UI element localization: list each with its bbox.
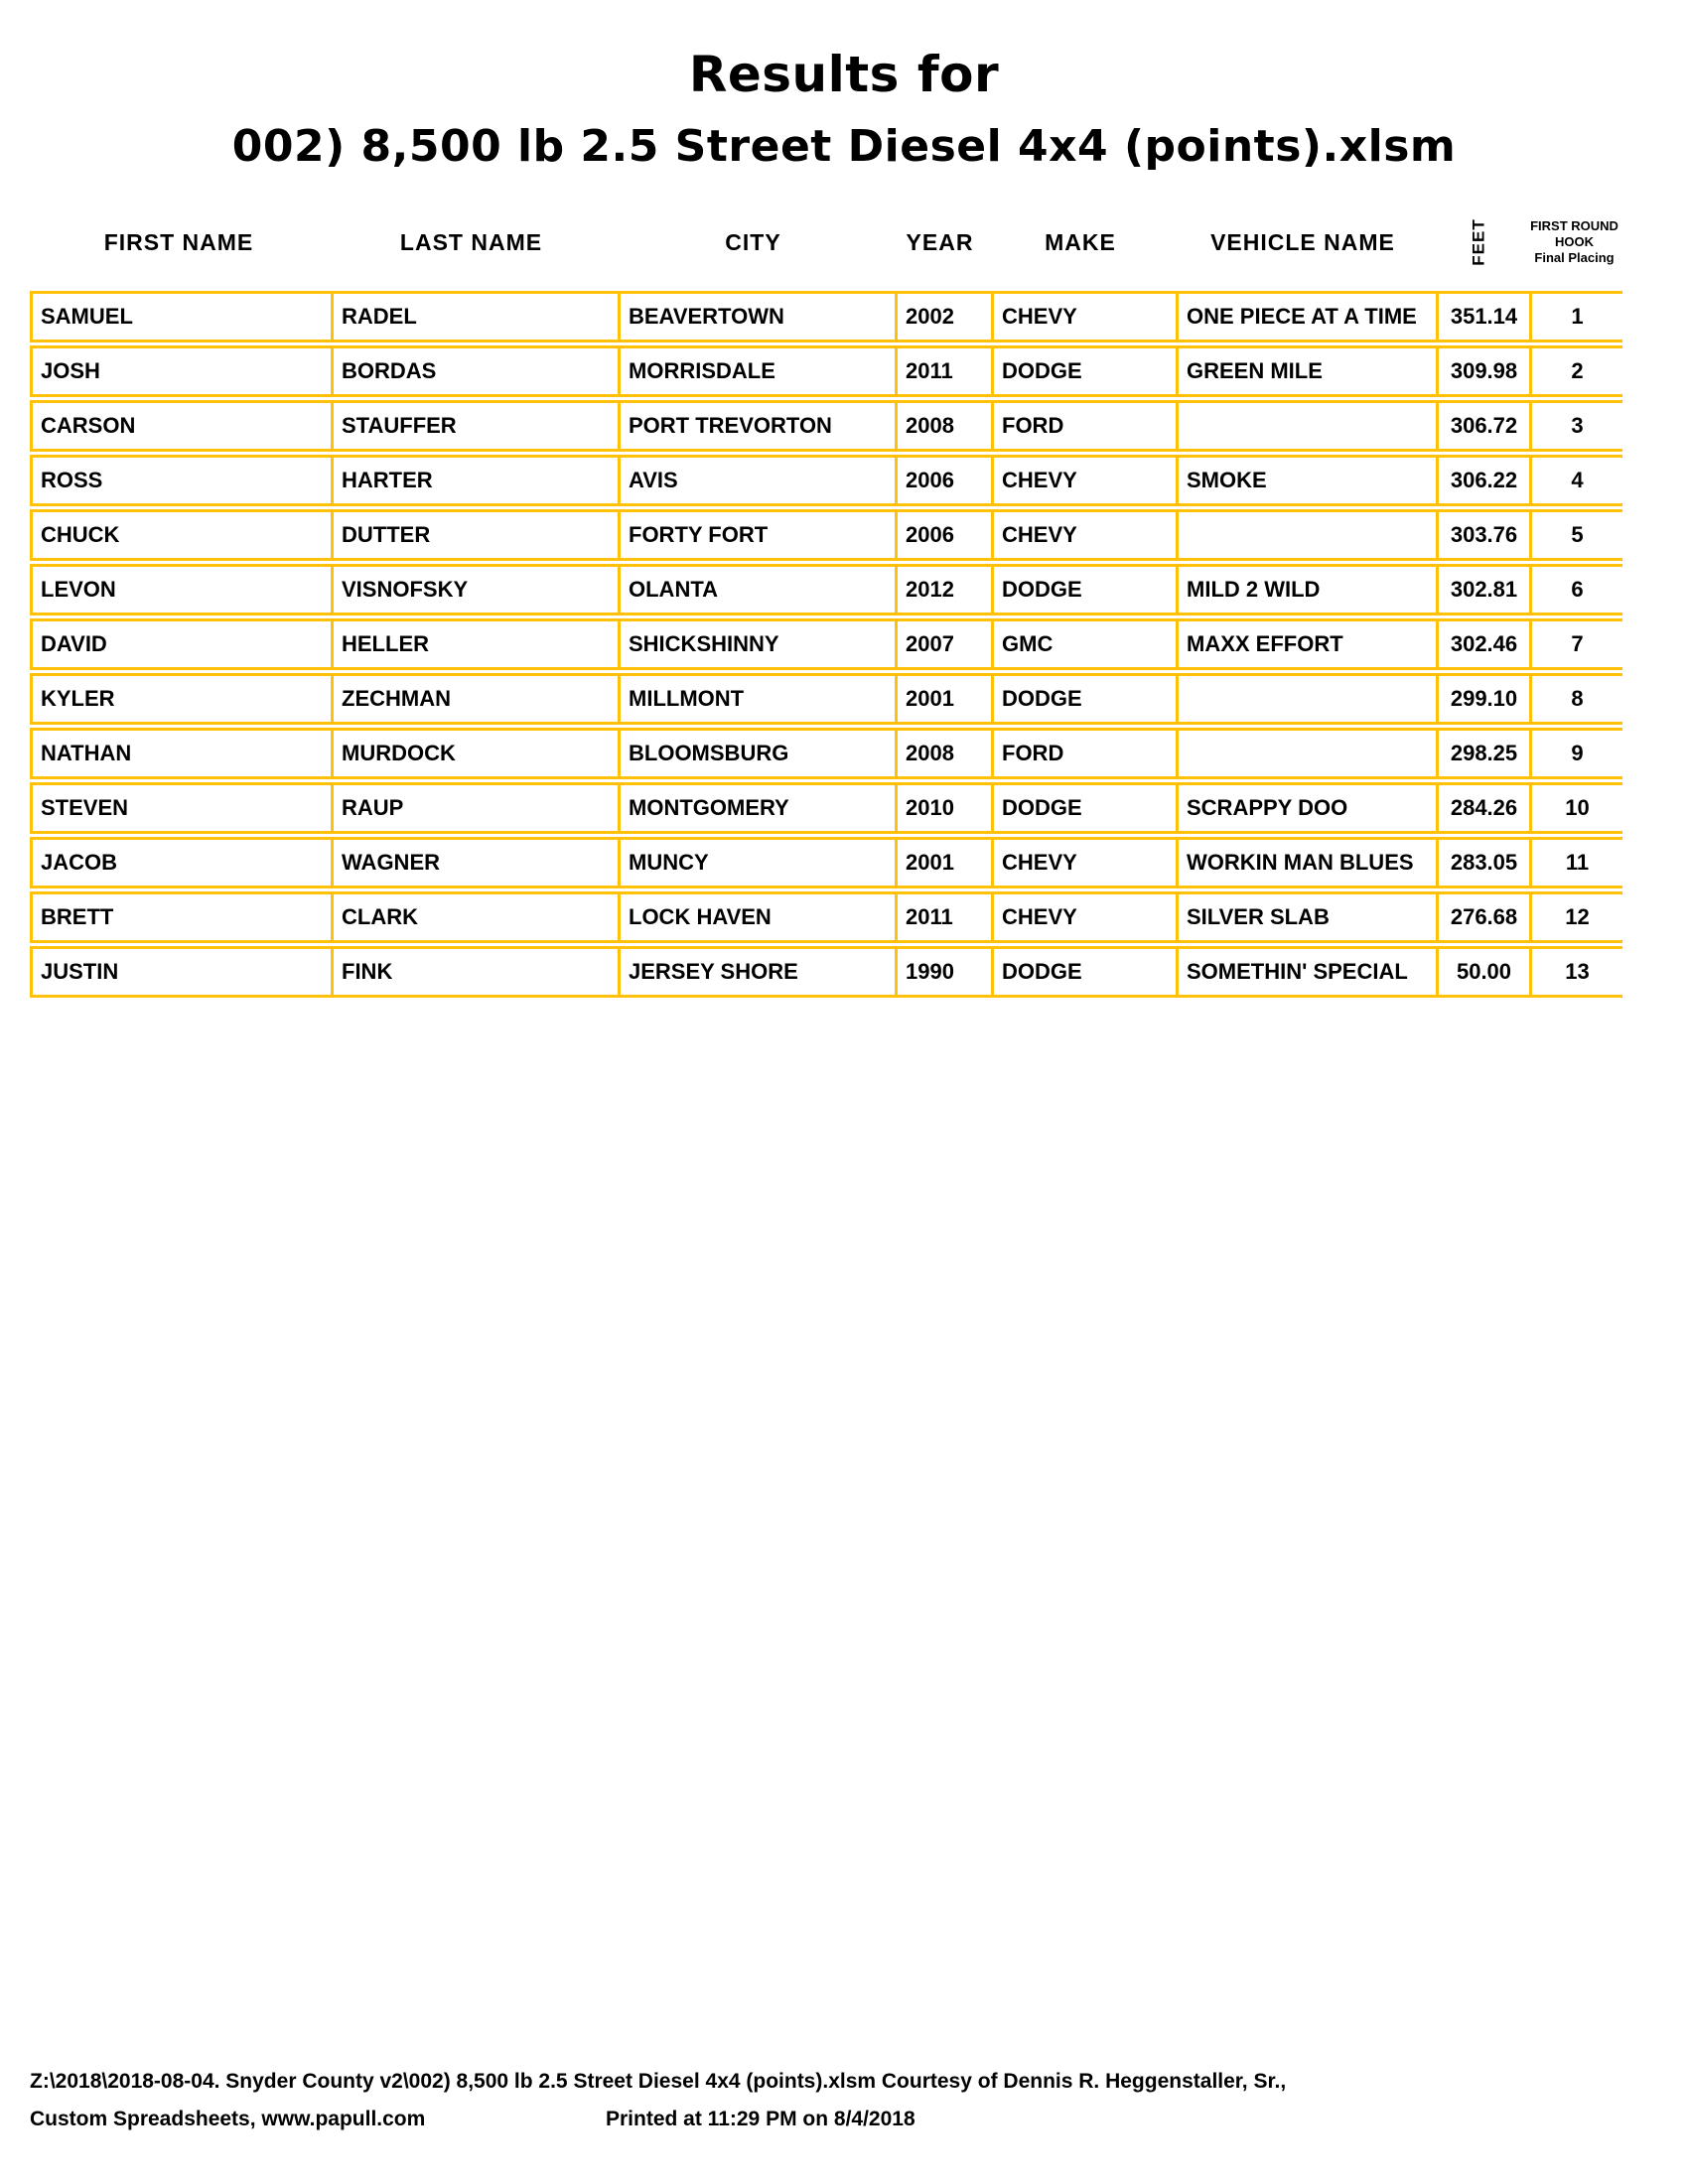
table-row — [30, 455, 1622, 506]
cell-feet: 302.46 — [1436, 621, 1529, 667]
cell-first-name: CARSON — [41, 413, 136, 438]
cell-vehicle-name: MAXX EFFORT — [1176, 621, 1436, 667]
cell-first-name: KYLER — [41, 686, 115, 711]
cell-year: 2011 — [895, 894, 991, 940]
cell-year: 2002 — [895, 294, 991, 340]
cell-make: GMC — [991, 621, 1176, 667]
cell-feet: 284.26 — [1436, 785, 1529, 831]
cell-feet: 283.05 — [1436, 840, 1529, 886]
cell-vehicle-name — [1176, 731, 1436, 776]
hook-header-line1: FIRST ROUND — [1530, 218, 1618, 233]
cell-last-name: HARTER — [331, 458, 618, 503]
cell-vehicle-name: ONE PIECE AT A TIME — [1176, 294, 1436, 340]
cell-feet: 351.14 — [1436, 294, 1529, 340]
column-header-year: YEAR — [906, 228, 974, 255]
table-row — [30, 345, 1622, 397]
cell-city: BEAVERTOWN — [618, 294, 895, 340]
footer-path-line: Z:\2018\2018-08-04. Snyder County v2\002) 8,500 lb 2.5 Street Diesel 4x4 (points).xlsm Courtesy of Dennis R. Heggenstaller, Sr., — [30, 2070, 1287, 2093]
cell-year: 2006 — [895, 458, 991, 503]
cell-make: DODGE — [991, 348, 1176, 394]
cell-first-name: CHUCK — [41, 522, 120, 547]
hook-header-line3: Final Placing — [1534, 250, 1615, 265]
cell-city: OLANTA — [618, 567, 895, 613]
footer-credit-text: Custom Spreadsheets, www.papull.com — [30, 2108, 426, 2130]
page-title-line2: 002) 8,500 lb 2.5 Street Diesel 4x4 (points).xlsm — [231, 121, 1457, 172]
cell-vehicle-name: MILD 2 WILD — [1176, 567, 1436, 613]
cell-vehicle-name: WORKIN MAN BLUES — [1176, 840, 1436, 886]
cell-placing: 4 — [1529, 458, 1622, 503]
cell-last-name: RADEL — [331, 294, 618, 340]
cell-vehicle-name: SMOKE — [1176, 458, 1436, 503]
cell-feet: 276.68 — [1436, 894, 1529, 940]
cell-year: 2008 — [895, 731, 991, 776]
page-footer — [30, 2063, 1668, 2138]
cell-first-name: NATHAN — [41, 741, 132, 765]
cell-city: JERSEY SHORE — [618, 949, 895, 995]
cell-feet: 299.10 — [1436, 676, 1529, 722]
cell-city: AVIS — [618, 458, 895, 503]
cell-make: CHEVY — [991, 294, 1176, 340]
cell-city: MILLMONT — [618, 676, 895, 722]
cell-make: CHEVY — [991, 894, 1176, 940]
cell-last-name: STAUFFER — [331, 403, 618, 449]
cell-city: MONTGOMERY — [618, 785, 895, 831]
cell-first-name: LEVON — [41, 577, 116, 602]
table-row — [30, 728, 1622, 779]
table-row — [30, 782, 1622, 834]
cell-placing: 9 — [1529, 731, 1622, 776]
cell-feet: 303.76 — [1436, 512, 1529, 558]
cell-placing: 3 — [1529, 403, 1622, 449]
cell-vehicle-name: SOMETHIN' SPECIAL — [1176, 949, 1436, 995]
cell-city: MORRISDALE — [618, 348, 895, 394]
feet-rotated-label: FEET — [1469, 218, 1488, 266]
table-row — [30, 509, 1622, 561]
cell-placing: 13 — [1529, 949, 1622, 995]
cell-make: DODGE — [991, 785, 1176, 831]
cell-placing: 6 — [1529, 567, 1622, 613]
cell-year: 2006 — [895, 512, 991, 558]
cell-year: 1990 — [895, 949, 991, 995]
cell-year: 2001 — [895, 676, 991, 722]
cell-last-name: MURDOCK — [331, 731, 618, 776]
cell-last-name: WAGNER — [331, 840, 618, 886]
cell-make: FORD — [991, 731, 1176, 776]
cell-city: FORTY FORT — [618, 512, 895, 558]
cell-make: CHEVY — [991, 512, 1176, 558]
cell-first-name: JUSTIN — [41, 959, 119, 984]
cell-make: DODGE — [991, 676, 1176, 722]
column-header-first-round-hook — [1526, 198, 1622, 287]
cell-make: CHEVY — [991, 840, 1176, 886]
table-row — [30, 673, 1622, 725]
cell-year: 2008 — [895, 403, 991, 449]
cell-make: DODGE — [991, 567, 1176, 613]
cell-year: 2001 — [895, 840, 991, 886]
cell-placing: 5 — [1529, 512, 1622, 558]
cell-first-name: JACOB — [41, 850, 118, 875]
cell-last-name: VISNOFSKY — [331, 567, 618, 613]
cell-last-name: BORDAS — [331, 348, 618, 394]
cell-year: 2012 — [895, 567, 991, 613]
cell-make: DODGE — [991, 949, 1176, 995]
cell-last-name: DUTTER — [331, 512, 618, 558]
cell-city: MUNCY — [618, 840, 895, 886]
table-row — [30, 946, 1622, 998]
cell-placing: 8 — [1529, 676, 1622, 722]
table-row — [30, 618, 1622, 670]
cell-placing: 1 — [1529, 294, 1622, 340]
cell-make: CHEVY — [991, 458, 1176, 503]
cell-city: SHICKSHINNY — [618, 621, 895, 667]
cell-feet: 306.22 — [1436, 458, 1529, 503]
cell-last-name: CLARK — [331, 894, 618, 940]
cell-feet: 309.98 — [1436, 348, 1529, 394]
cell-placing: 12 — [1529, 894, 1622, 940]
table-row — [30, 291, 1622, 342]
cell-first-name: BRETT — [41, 904, 114, 929]
footer-second-line — [30, 2101, 1668, 2138]
cell-first-name: SAMUEL — [41, 304, 133, 329]
column-header-last-name: LAST NAME — [399, 228, 543, 255]
cell-last-name: ZECHMAN — [331, 676, 618, 722]
cell-first-name: DAVID — [41, 631, 107, 656]
cell-last-name: RAUP — [331, 785, 618, 831]
cell-placing: 2 — [1529, 348, 1622, 394]
column-header-make: MAKE — [1045, 228, 1116, 255]
cell-vehicle-name — [1176, 512, 1436, 558]
cell-feet: 50.00 — [1436, 949, 1529, 995]
cell-vehicle-name: SILVER SLAB — [1176, 894, 1436, 940]
cell-first-name: ROSS — [41, 468, 103, 492]
cell-placing: 11 — [1529, 840, 1622, 886]
footer-printed-timestamp: Printed at 11:29 PM on 8/4/2018 — [606, 2108, 915, 2130]
cell-feet: 302.81 — [1436, 567, 1529, 613]
cell-last-name: FINK — [331, 949, 618, 995]
cell-placing: 7 — [1529, 621, 1622, 667]
cell-first-name: STEVEN — [41, 795, 129, 820]
results-table-body — [30, 291, 1622, 1001]
table-header-row — [30, 198, 1622, 287]
column-header-first-name: FIRST NAME — [103, 228, 254, 255]
cell-city: BLOOMSBURG — [618, 731, 895, 776]
cell-first-name: JOSH — [41, 358, 100, 383]
cell-feet: 298.25 — [1436, 731, 1529, 776]
page-title-line1: Results for — [688, 46, 1000, 103]
table-row — [30, 400, 1622, 452]
cell-placing: 10 — [1529, 785, 1622, 831]
cell-last-name: HELLER — [331, 621, 618, 667]
column-header-feet — [1433, 198, 1526, 287]
table-row — [30, 564, 1622, 615]
cell-year: 2010 — [895, 785, 991, 831]
cell-vehicle-name — [1176, 403, 1436, 449]
cell-vehicle-name — [1176, 676, 1436, 722]
hook-header-line2: HOOK — [1555, 234, 1594, 249]
table-row — [30, 837, 1622, 888]
cell-city: PORT TREVORTON — [618, 403, 895, 449]
column-header-city: CITY — [725, 228, 781, 255]
cell-feet: 306.72 — [1436, 403, 1529, 449]
table-row — [30, 891, 1622, 943]
column-header-vehicle-name: VEHICLE NAME — [1210, 228, 1395, 255]
cell-city: LOCK HAVEN — [618, 894, 895, 940]
cell-vehicle-name: GREEN MILE — [1176, 348, 1436, 394]
cell-year: 2007 — [895, 621, 991, 667]
cell-year: 2011 — [895, 348, 991, 394]
cell-vehicle-name: SCRAPPY DOO — [1176, 785, 1436, 831]
cell-make: FORD — [991, 403, 1176, 449]
